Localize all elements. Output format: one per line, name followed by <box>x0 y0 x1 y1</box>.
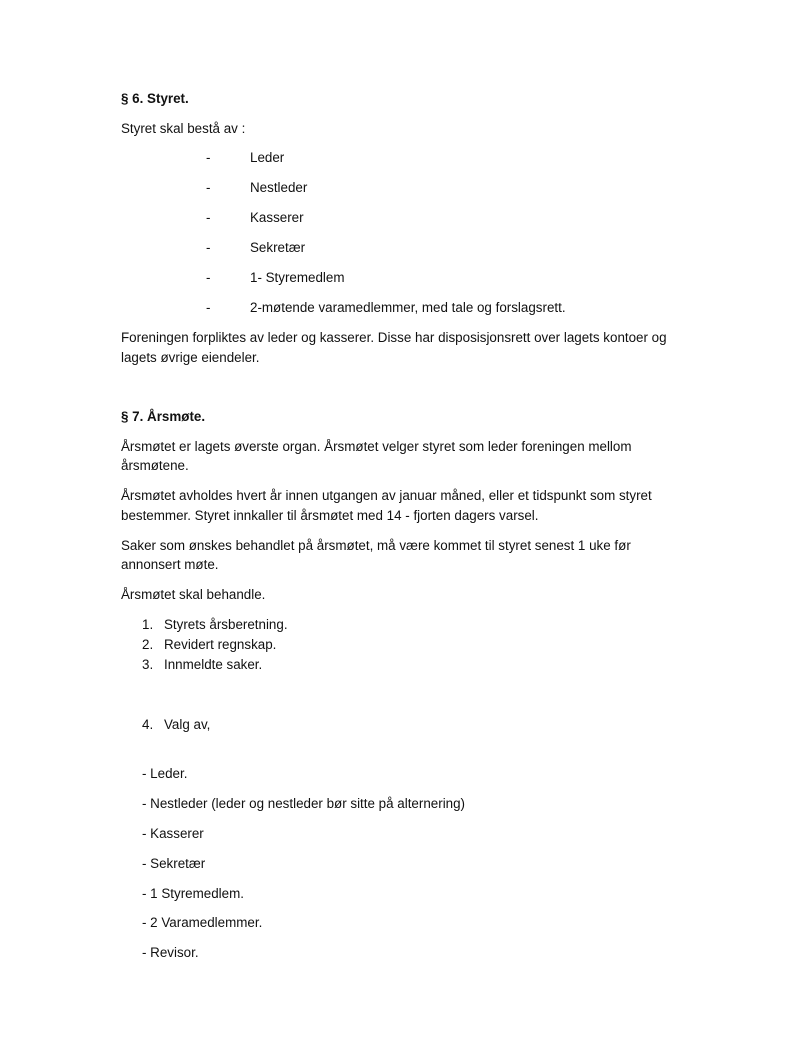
election-item: - Nestleder (leder og nestleder bør sitte på alternering) <box>142 796 466 811</box>
list-bullet: - <box>206 150 211 165</box>
list-bullet: - <box>206 270 211 285</box>
election-item: - 1 Styremedlem. <box>142 886 244 901</box>
paragraph-line: bestemmer. Styret innkaller til årsmøtet med 14 - fjorten dagers varsel. <box>121 508 539 523</box>
list-item-text: Styrets årsberetning. <box>164 617 288 632</box>
paragraph-line: Årsmøtet avholdes hvert år innen utgangen av januar måned, eller et tidspunkt som styret <box>121 488 652 503</box>
section-6-heading: § 6. Styret. <box>121 91 189 106</box>
list-item-text: Kasserer <box>250 210 304 225</box>
list-item-text: Leder <box>250 150 285 165</box>
section-6-intro: Styret skal bestå av : <box>121 121 246 136</box>
election-item: - Kasserer <box>142 826 204 841</box>
paragraph-line: årsmøtene. <box>121 458 189 473</box>
list-number: 1. <box>142 617 154 632</box>
list-bullet: - <box>206 240 211 255</box>
paragraph-line: annonsert møte. <box>121 557 219 572</box>
list-bullet: - <box>206 210 211 225</box>
election-item: - Leder. <box>142 766 188 781</box>
election-item: - 2 Varamedlemmer. <box>142 915 263 930</box>
list-item-text: 1- Styremedlem <box>250 270 345 285</box>
list-number: 3. <box>142 657 154 672</box>
paragraph-line: Foreningen forpliktes av leder og kasserer. Disse har disposisjonsrett over lagets kontoer og <box>121 330 667 345</box>
list-item-text: Innmeldte saker. <box>164 657 263 672</box>
paragraph-line: Årsmøtet er lagets øverste organ. Årsmøtet velger styret som leder foreningen mellom <box>121 439 632 454</box>
list-item-text: Revidert regnskap. <box>164 637 277 652</box>
list-item-text: Sekretær <box>250 240 306 255</box>
list-number: 4. <box>142 717 154 732</box>
list-number: 2. <box>142 637 154 652</box>
section-7-heading: § 7. Årsmøte. <box>121 409 206 424</box>
list-bullet: - <box>206 180 211 195</box>
election-item: - Revisor. <box>142 945 199 960</box>
list-item-text: Valg av, <box>164 717 211 732</box>
election-item: - Sekretær <box>142 856 206 871</box>
list-item-text: 2-møtende varamedlemmer, med tale og forslagsrett. <box>250 300 566 315</box>
list-item-text: Nestleder <box>250 180 308 195</box>
paragraph-line: lagets øvrige eiendeler. <box>121 350 260 365</box>
paragraph-line: Saker som ønskes behandlet på årsmøtet, må være kommet til styret senest 1 uke før <box>121 538 631 553</box>
paragraph-line: Årsmøtet skal behandle. <box>121 587 266 602</box>
list-bullet: - <box>206 300 211 315</box>
